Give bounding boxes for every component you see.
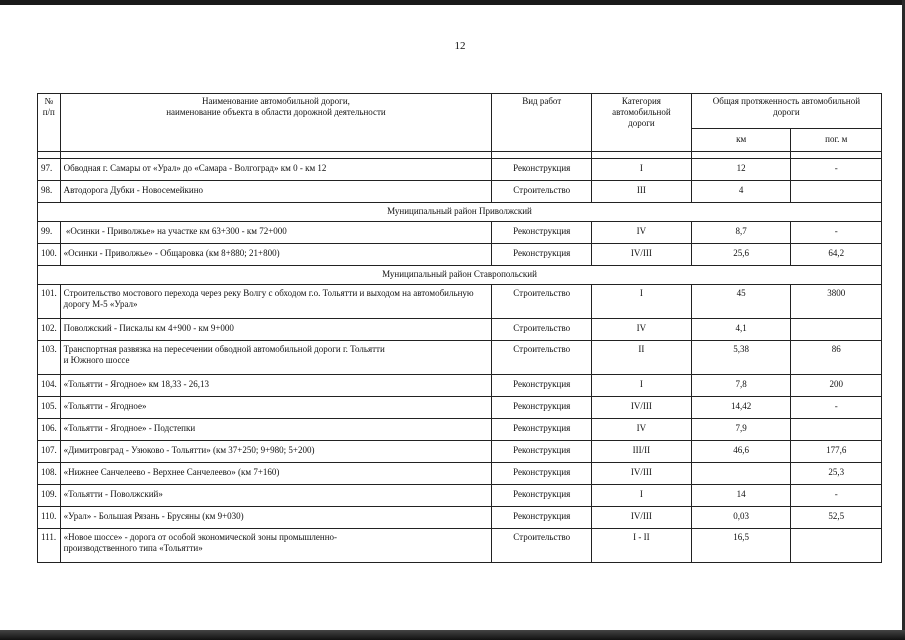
length-pm: - [791,397,882,419]
length-pm: 64,2 [791,244,882,266]
table-row [38,441,882,463]
length-km: 45 [691,285,791,319]
road-category: I [592,159,692,181]
page-number: 12 [454,40,466,52]
length-pm: 86 [791,341,882,375]
length-pm: 3800 [791,285,882,319]
road-category: II [592,341,692,375]
length-km: 12 [691,159,791,181]
district-heading: Муниципальный район Ставропольский [38,266,882,285]
length-km: 7,8 [691,375,791,397]
header-num: № п/п [38,94,61,152]
road-category: IV/III [592,397,692,419]
table-row [38,419,882,441]
header-total-length: Общая протяженность автомобильной дороги [691,94,881,129]
road-category: IV/III [592,244,692,266]
table-row [38,463,882,485]
table-row [38,397,882,419]
road-name: «Осинки - Приволжье» - Общаровка (км 8+880; 21+800) [60,244,492,266]
length-km: 14 [691,485,791,507]
row-number: 104. [38,375,61,397]
length-pm [791,419,882,441]
length-km [691,463,791,485]
road-name: «Урал» - Большая Рязань - Брусяны (км 9+030) [60,507,492,529]
length-pm: - [791,485,882,507]
length-km: 46,6 [691,441,791,463]
work-type: Реконструкция [492,507,592,529]
table-row [38,222,882,244]
row-number: 111. [38,529,61,563]
length-km: 0,03 [691,507,791,529]
row-number: 110. [38,507,61,529]
length-pm [791,529,882,563]
road-category: IV/III [592,463,692,485]
table-row [38,341,882,375]
table-row [38,529,882,563]
road-name: «Нижнее Санчелеево - Верхнее Санчелеево» (км 7+160) [60,463,492,485]
row-number: 100. [38,244,61,266]
length-pm: 177,6 [791,441,882,463]
work-type: Строительство [492,341,592,375]
work-type: Реконструкция [492,397,592,419]
length-km: 16,5 [691,529,791,563]
table-row [38,375,882,397]
row-number: 101. [38,285,61,319]
header-unit-km: км [691,129,791,152]
length-km: 5,38 [691,341,791,375]
road-category: I [592,285,692,319]
row-number: 108. [38,463,61,485]
roads-table [37,93,882,563]
road-category: IV [592,222,692,244]
district-heading: Муниципальный район Приволжский [38,203,882,222]
length-km: 4,1 [691,319,791,341]
length-km: 7,9 [691,419,791,441]
scan-edge-top [0,0,905,5]
road-category: I [592,375,692,397]
table-row [38,485,882,507]
work-type: Реконструкция [492,463,592,485]
length-pm: 200 [791,375,882,397]
work-type: Строительство [492,319,592,341]
row-number: 105. [38,397,61,419]
length-km: 8,7 [691,222,791,244]
length-km: 14,42 [691,397,791,419]
road-name: «Тольятти - Ягодное» - Подстепки [60,419,492,441]
table-row [38,285,882,319]
row-number: 106. [38,419,61,441]
road-category: I - II [592,529,692,563]
header-unit-pm: пог. м [791,129,882,152]
work-type: Реконструкция [492,159,592,181]
road-name: «Тольятти - Ягодное» [60,397,492,419]
road-name: Поволжский - Пискалы км 4+900 - км 9+000 [60,319,492,341]
header-work-type: Вид работ [492,94,592,152]
table-row [38,319,882,341]
road-name: «Тольятти - Ягодное» км 18,33 - 26,13 [60,375,492,397]
road-category: III [592,181,692,203]
work-type: Реконструкция [492,375,592,397]
work-type: Строительство [492,181,592,203]
scan-edge-bottom [0,630,905,640]
length-km: 25,6 [691,244,791,266]
length-pm: - [791,222,882,244]
table-row [38,244,882,266]
road-name: «Тольятти - Поволжский» [60,485,492,507]
header-name: Наименование автомобильной дороги, наименование объекта в области дорожной деятельности [60,94,492,152]
road-name: Автодорога Дубки - Новосемейкино [60,181,492,203]
road-name: «Димитровград - Узюково - Тольятти» (км 37+250; 9+980; 5+200) [60,441,492,463]
row-number: 103. [38,341,61,375]
length-pm: 52,5 [791,507,882,529]
length-km: 4 [691,181,791,203]
road-name: «Осинки - Приволжье» на участке км 63+300 - км 72+000 [60,222,492,244]
work-type: Реконструкция [492,222,592,244]
work-type: Реконструкция [492,419,592,441]
row-number: 107. [38,441,61,463]
road-name: Обводная г. Самары от «Урал» до «Самара - Волгоград» км 0 - км 12 [60,159,492,181]
road-name: «Новое шоссе» - дорога от особой экономической зоны промышленно- производственного типа «Тольятти» [60,529,492,563]
row-number: 98. [38,181,61,203]
road-category: I [592,485,692,507]
road-category: IV [592,419,692,441]
header-category: Категория автомобильной дороги [592,94,692,152]
row-number: 102. [38,319,61,341]
table-row [38,159,882,181]
table-row [38,507,882,529]
road-category: IV/III [592,507,692,529]
length-pm [791,181,882,203]
work-type: Строительство [492,285,592,319]
table-row [38,181,882,203]
work-type: Реконструкция [492,244,592,266]
length-pm: - [791,159,882,181]
road-name: Строительство мостового перехода через реку Волгу с обходом г.о. Тольятти и выходом на автомобильную дорогу М-5 «Урал» [60,285,492,319]
row-number: 99. [38,222,61,244]
work-type: Реконструкция [492,441,592,463]
road-name: Транспортная развязка на пересечении обводной автомобильной дороги г. Тольятти и Южного шоссе [60,341,492,375]
row-number: 109. [38,485,61,507]
road-category: IV [592,319,692,341]
row-number: 97. [38,159,61,181]
work-type: Реконструкция [492,485,592,507]
road-category: III/II [592,441,692,463]
length-pm: 25,3 [791,463,882,485]
work-type: Строительство [492,529,592,563]
length-pm [791,319,882,341]
